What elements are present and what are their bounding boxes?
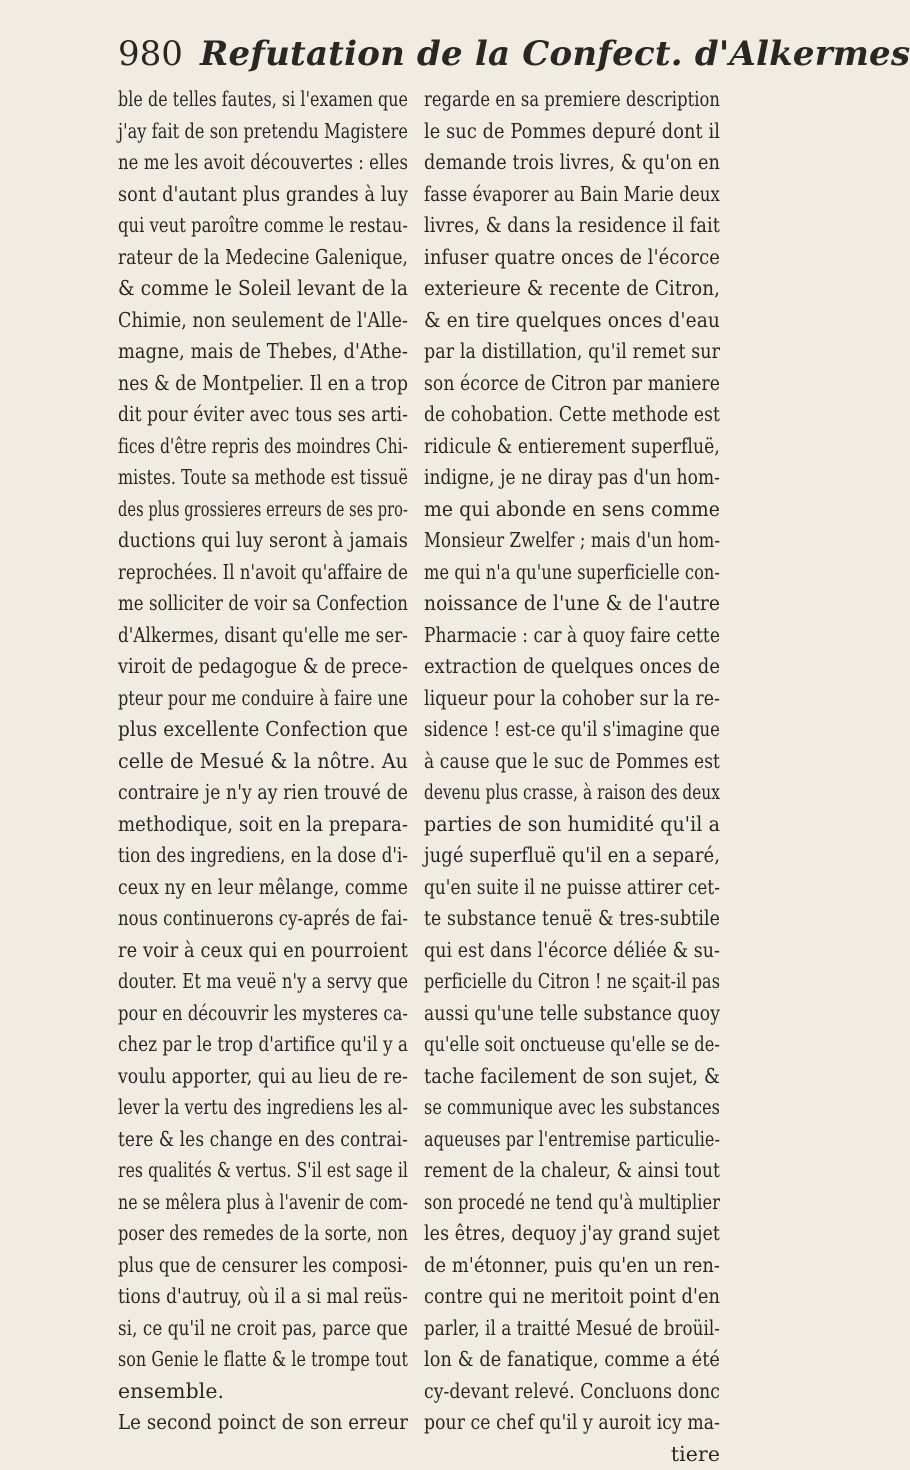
text-line: son Genie le flatte & le trompe tout (118, 1344, 408, 1376)
text-line: dit pour éviter avec tous ses arti- (118, 399, 408, 431)
text-line: me qui abonde en sens comme (424, 494, 720, 526)
text-line: d'Alkermes, disant qu'elle me ser- (118, 620, 408, 652)
text-line: jugé superfluë qu'il en a separé, (424, 840, 720, 872)
text-line: son procedé ne tend qu'à multiplier (424, 1187, 720, 1219)
text-line: lever la vertu des ingrediens les al- (118, 1092, 408, 1124)
text-line: ductions qui luy seront à jamais (118, 525, 408, 557)
text-line: reprochées. Il n'avoit qu'affaire de (118, 557, 408, 589)
text-line: ble de telles fautes, si l'examen que (118, 84, 408, 116)
text-line: re voir à ceux qui en pourroient (118, 935, 408, 967)
text-line: demande trois livres, & qu'on en (424, 147, 720, 179)
text-line: poser des remedes de la sorte, non (118, 1218, 408, 1250)
text-line: rement de la chaleur, & ainsi tout (424, 1155, 720, 1187)
text-line: les êtres, dequoy j'ay grand sujet (424, 1218, 720, 1250)
text-line: ceux ny en leur mêlange, comme (118, 872, 408, 904)
text-line: pour ce chef qu'il y auroit icy ma- (424, 1407, 720, 1439)
text-line: si, ce qu'il ne croit pas, parce que (118, 1313, 408, 1345)
text-line: de cohobation. Cette methode est (424, 399, 720, 431)
right-text-column (424, 84, 720, 1470)
text-line: j'ay fait de son pretendu Magistere (118, 116, 408, 148)
text-line: infuser quatre onces de l'écorce (424, 242, 720, 274)
text-line: Pharmacie : car à quoy faire cette (424, 620, 720, 652)
text-line: pour en découvrir les mysteres ca- (118, 998, 408, 1030)
text-line: me qui n'a qu'une superficielle con- (424, 557, 720, 589)
text-line: qu'elle soit onctueuse qu'elle se de- (424, 1029, 720, 1061)
text-line: te substance tenuë & tres-subtile (424, 903, 720, 935)
text-line: plus excellente Confection que (118, 714, 408, 746)
text-line: sont d'autant plus grandes à luy (118, 179, 408, 211)
text-line: me solliciter de voir sa Confection (118, 588, 408, 620)
text-line: Monsieur Zwelfer ; mais d'un hom- (424, 525, 720, 557)
text-line: chez par le trop d'artifice qu'il y a (118, 1029, 408, 1061)
text-line: & en tire quelques onces d'eau (424, 305, 720, 337)
text-line: douter. Et ma veuë n'y a servy que (118, 966, 408, 998)
text-line: aussi qu'une telle substance quoy (424, 998, 720, 1030)
text-line: pteur pour me conduire à faire une (118, 683, 408, 715)
text-line: cy-devant relevé. Concluons donc (424, 1376, 720, 1408)
catchword: tiere (424, 1439, 720, 1470)
text-line: qui est dans l'écorce déliée & su- (424, 935, 720, 967)
text-line: livres, & dans la residence il fait (424, 210, 720, 242)
text-line: exterieure & recente de Citron, (424, 273, 720, 305)
text-line: tache facilement de son sujet, & (424, 1061, 720, 1093)
text-line: fices d'être repris des moindres Chi- (118, 431, 408, 463)
text-line: rateur de la Medecine Galenique, (118, 242, 408, 274)
text-line: parties de son humidité qu'il a (424, 809, 720, 841)
text-line: res qualités & vertus. S'il est sage il (118, 1155, 408, 1187)
text-line: Chimie, non seulement de l'Alle- (118, 305, 408, 337)
text-line: son écorce de Citron par maniere (424, 368, 720, 400)
text-line: voulu apporter, qui au lieu de re- (118, 1061, 408, 1093)
text-line: qui veut paroître comme le restau- (118, 210, 408, 242)
text-line: celle de Mesué & la nôtre. Au (118, 746, 408, 778)
text-line: tion des ingrediens, en la dose d'i- (118, 840, 408, 872)
text-line: ensemble. (118, 1376, 408, 1408)
text-line: mistes. Toute sa methode est tissuë (118, 462, 408, 494)
text-line: de m'étonner, puis qu'en un ren- (424, 1250, 720, 1282)
running-title: Refutation de la Confect. d'Alkermes (200, 34, 910, 74)
page-number: 980 (118, 34, 183, 74)
text-line: tere & les change en des contrai- (118, 1124, 408, 1156)
text-line: nous continuerons cy-aprés de fai- (118, 903, 408, 935)
text-line: ne me les avoit découvertes : elles (118, 147, 408, 179)
text-line: nes & de Montpelier. Il en a trop (118, 368, 408, 400)
text-line: des plus grossieres erreurs de ses pro- (118, 494, 408, 526)
text-line: contre qui ne meritoit point d'en (424, 1281, 720, 1313)
text-line: fasse évaporer au Bain Marie deux (424, 179, 720, 211)
text-line: qu'en suite il ne puisse attirer cet- (424, 872, 720, 904)
text-line: contraire je n'y ay rien trouvé de (118, 777, 408, 809)
text-line: & comme le Soleil levant de la (118, 273, 408, 305)
text-line: extraction de quelques onces de (424, 651, 720, 683)
text-line: viroit de pedagogue & de prece- (118, 651, 408, 683)
text-line: liqueur pour la cohober sur la re- (424, 683, 720, 715)
text-line: parler, il a traitté Mesué de broüil- (424, 1313, 720, 1345)
text-line: lon & de fanatique, comme a été (424, 1344, 720, 1376)
left-text-column (118, 84, 408, 1439)
text-line: Le second poinct de son erreur (118, 1407, 408, 1439)
text-line: ne se mêlera plus à l'avenir de com- (118, 1187, 408, 1219)
text-line: plus que de censurer les composi- (118, 1250, 408, 1282)
page-header (118, 30, 798, 80)
text-line: sidence ! est-ce qu'il s'imagine que (424, 714, 720, 746)
text-line: indigne, je ne diray pas d'un hom- (424, 462, 720, 494)
text-line: devenu plus crasse, à raison des deux (424, 777, 720, 809)
text-line: par la distillation, qu'il remet sur (424, 336, 720, 368)
text-line: noissance de l'une & de l'autre (424, 588, 720, 620)
text-line: regarde en sa premiere description (424, 84, 720, 116)
text-line: se communique avec les substances (424, 1092, 720, 1124)
text-line: le suc de Pommes depuré dont il (424, 116, 720, 148)
text-line: tions d'autruy, où il a si mal reüs- (118, 1281, 408, 1313)
text-line: magne, mais de Thebes, d'Athe- (118, 336, 408, 368)
text-line: perficielle du Citron ! ne sçait-il pas (424, 966, 720, 998)
text-line: methodique, soit en la prepara- (118, 809, 408, 841)
text-line: aqueuses par l'entremise particulie- (424, 1124, 720, 1156)
text-line: à cause que le suc de Pommes est (424, 746, 720, 778)
text-line: ridicule & entierement superfluë, (424, 431, 720, 463)
